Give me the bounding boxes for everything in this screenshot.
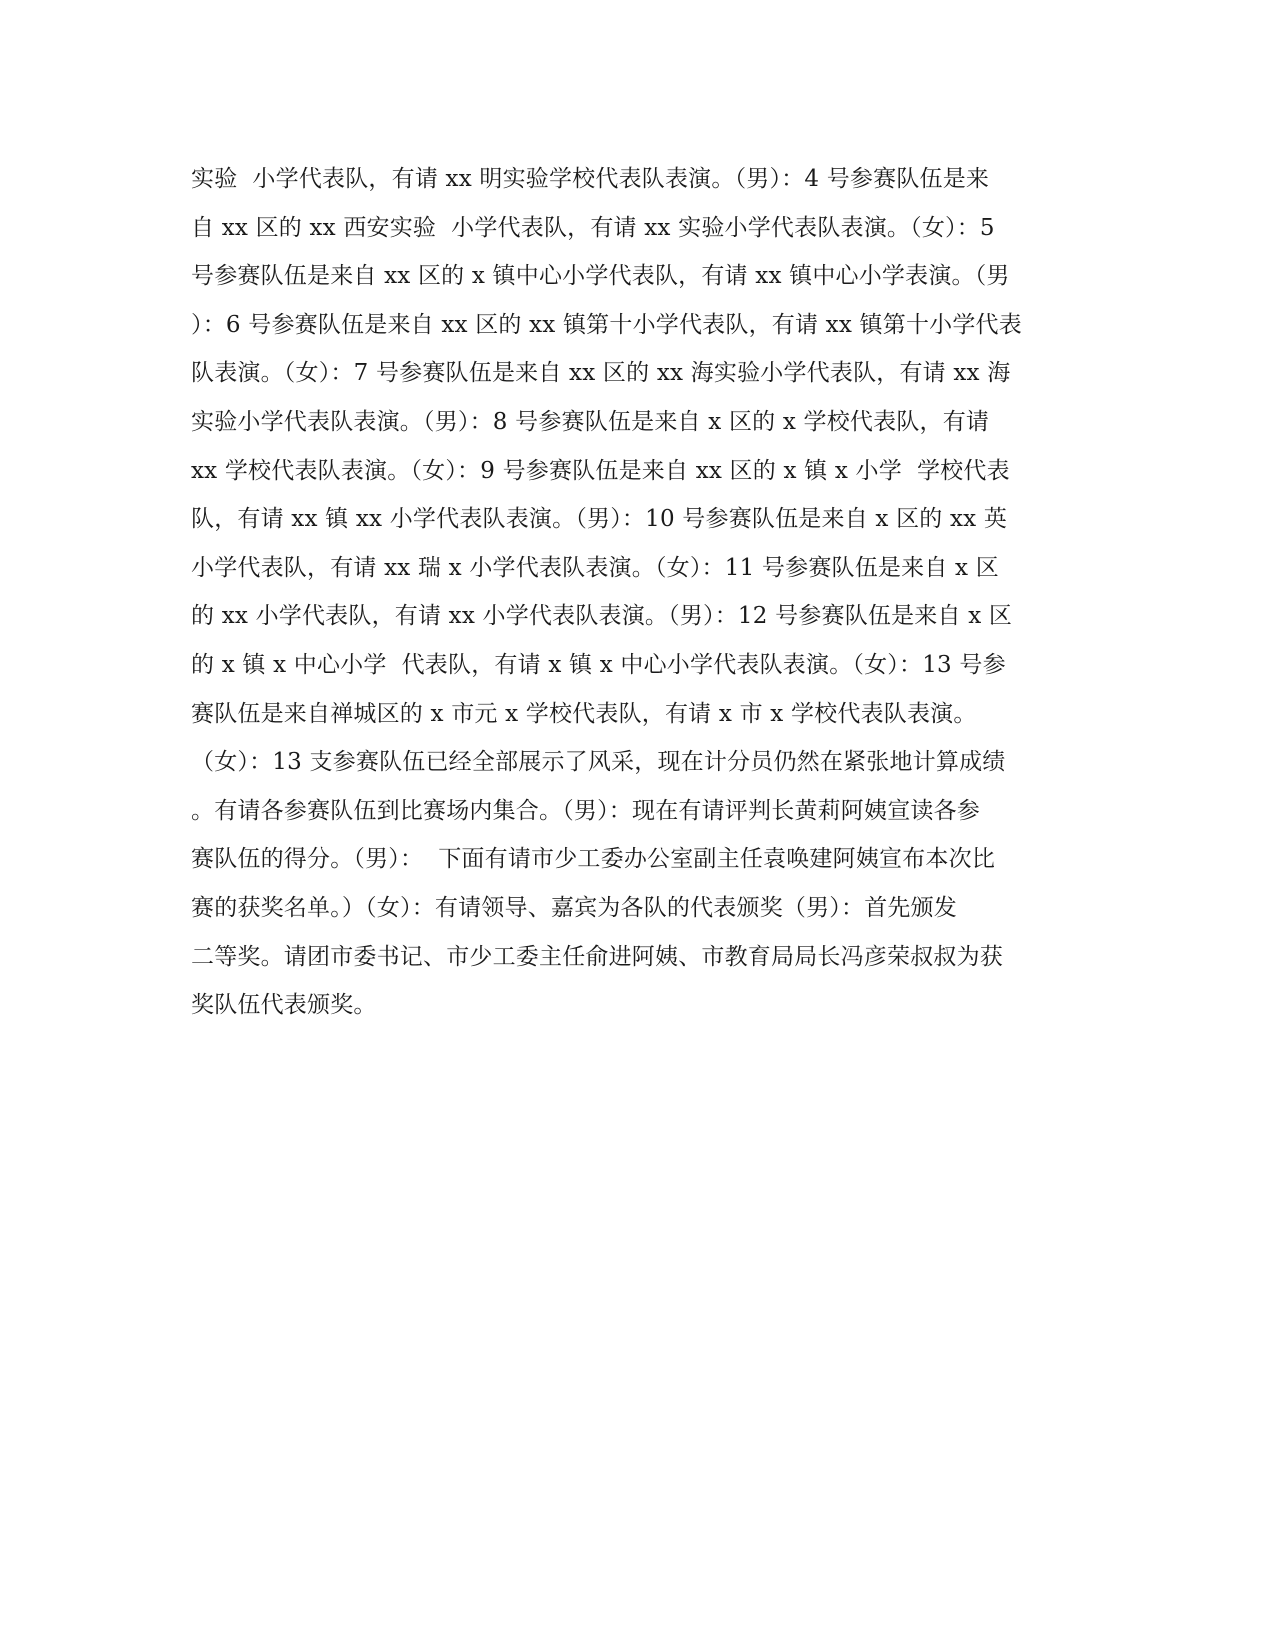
text-line: 自 xx 区的 xx 西安实验 小学代表队，有请 xx 实验小学代表队表演。（女）：5 <box>191 214 995 241</box>
text-line: 小学代表队，有请 xx 瑞 x 小学代表队表演。（女）：11 号参赛队伍是来自 x 区 <box>191 554 999 581</box>
text-line: 号参赛队伍是来自 xx 区的 x 镇中心小学代表队，有请 xx 镇中心小学表演。（男 <box>191 263 1010 290</box>
body-text <box>191 155 1091 1030</box>
text-line: 队表演。（女）：7 号参赛队伍是来自 xx 区的 xx 海实验小学代表队，有请 xx 海 <box>191 360 1011 387</box>
text-line: ）：6 号参赛队伍是来自 xx 区的 xx 镇第十小学代表队，有请 xx 镇第十小学代表 <box>191 311 1022 338</box>
text-line: （女）：13 支参赛队伍已经全部展示了风采，现在计分员仍然在紧张地计算成绩 <box>191 749 1006 776</box>
text-line: 赛队伍是来自禅城区的 x 市元 x 学校代表队，有请 x 市 x 学校代表队表演。 <box>191 700 977 727</box>
text-line: 。有请各参赛队伍到比赛场内集合。（男）：现在有请评判长黄莉阿姨宣读各参 <box>191 797 980 824</box>
text-line: 队，有请 xx 镇 xx 小学代表队表演。（男）：10 号参赛队伍是来自 x 区的 xx 英 <box>191 506 1008 533</box>
text-line: 实验小学代表队表演。（男）：8 号参赛队伍是来自 x 区的 x 学校代表队，有请 <box>191 408 990 435</box>
text-line: 的 x 镇 x 中心小学 代表队，有请 x 镇 x 中心小学代表队表演。（女）：13 号参 <box>191 651 1006 678</box>
text-line: 奖队伍代表颁奖。 <box>191 992 377 1019</box>
text-line: xx 学校代表队表演。（女）：9 号参赛队伍是来自 xx 区的 x 镇 x 小学 学校代表 <box>191 457 1010 484</box>
text-line: 的 xx 小学代表队，有请 xx 小学代表队表演。（男）：12 号参赛队伍是来自 x 区 <box>191 603 1013 630</box>
text-line: 赛队伍的得分。（男）： 下面有请市少工委办公室副主任袁唤建阿姨宣布本次比 <box>191 846 996 873</box>
text-line: 二等奖。请团市委书记、市少工委主任俞进阿姨、市教育局局长冯彦荣叔叔为获 <box>191 943 1003 970</box>
text-line: 实验 小学代表队，有请 xx 明实验学校代表队表演。（男）：4 号参赛队伍是来 <box>191 166 990 192</box>
text-line: 赛的获奖名单。）（女）：有请领导、嘉宾为各队的代表颁奖（男）：首先颁发 <box>191 894 957 921</box>
